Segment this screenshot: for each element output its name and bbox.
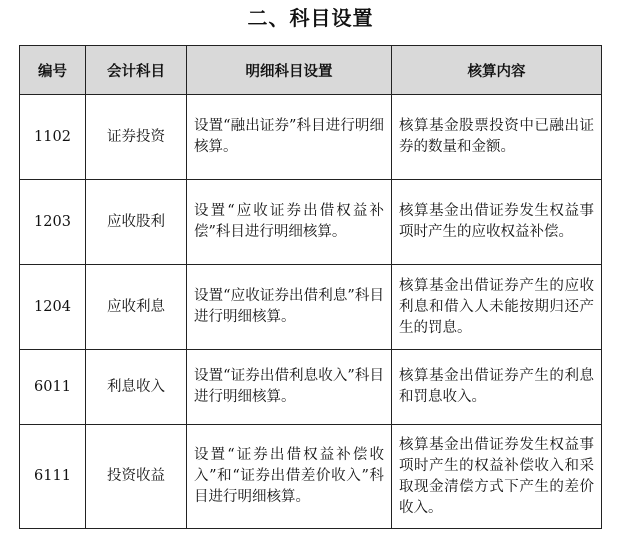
- cell-code: 6111: [20, 425, 86, 529]
- table-row: [20, 95, 602, 180]
- page-title: 二、科目设置: [247, 6, 374, 30]
- header-content: 核算内容: [392, 46, 602, 95]
- cell-content: 核算基金股票投资中已融出证券的数量和金额。: [392, 95, 602, 180]
- cell-detail: 设置“证券出借权益补偿收入”和“证券出借差价收入”科目进行明细核算。: [187, 425, 392, 529]
- cell-account: 应收利息: [86, 265, 187, 350]
- cell-content: 核算基金出借证券产生的应收利息和借入人未能按期归还产生的罚息。: [392, 265, 602, 350]
- cell-account: 证券投资: [86, 95, 187, 180]
- account-settings-table: [19, 45, 602, 529]
- cell-code: 1203: [20, 180, 86, 265]
- cell-content: 核算基金出借证券发生权益事项时产生的应收权益补偿。: [392, 180, 602, 265]
- cell-account: 应收股利: [86, 180, 187, 265]
- table-row: [20, 265, 602, 350]
- cell-detail: 设置“应收证券出借权益补偿”科目进行明细核算。: [187, 180, 392, 265]
- cell-account: 利息收入: [86, 350, 187, 425]
- cell-detail: 设置“证券出借利息收入”科目进行明细核算。: [187, 350, 392, 425]
- cell-content: 核算基金出借证券发生权益事项时产生的权益补偿收入和采取现金清偿方式下产生的差价收入。: [392, 425, 602, 529]
- table-header-row: [20, 46, 602, 95]
- table-row: [20, 425, 602, 529]
- cell-account: 投资收益: [86, 425, 187, 529]
- header-account: 会计科目: [86, 46, 187, 95]
- cell-detail: 设置“融出证券”科目进行明细核算。: [187, 95, 392, 180]
- cell-code: 1102: [20, 95, 86, 180]
- cell-code: 6011: [20, 350, 86, 425]
- header-detail: 明细科目设置: [187, 46, 392, 95]
- table-row: [20, 350, 602, 425]
- table-row: [20, 180, 602, 265]
- cell-code: 1204: [20, 265, 86, 350]
- cell-detail: 设置“应收证券出借利息”科目进行明细核算。: [187, 265, 392, 350]
- cell-content: 核算基金出借证券产生的利息和罚息收入。: [392, 350, 602, 425]
- header-code: 编号: [20, 46, 86, 95]
